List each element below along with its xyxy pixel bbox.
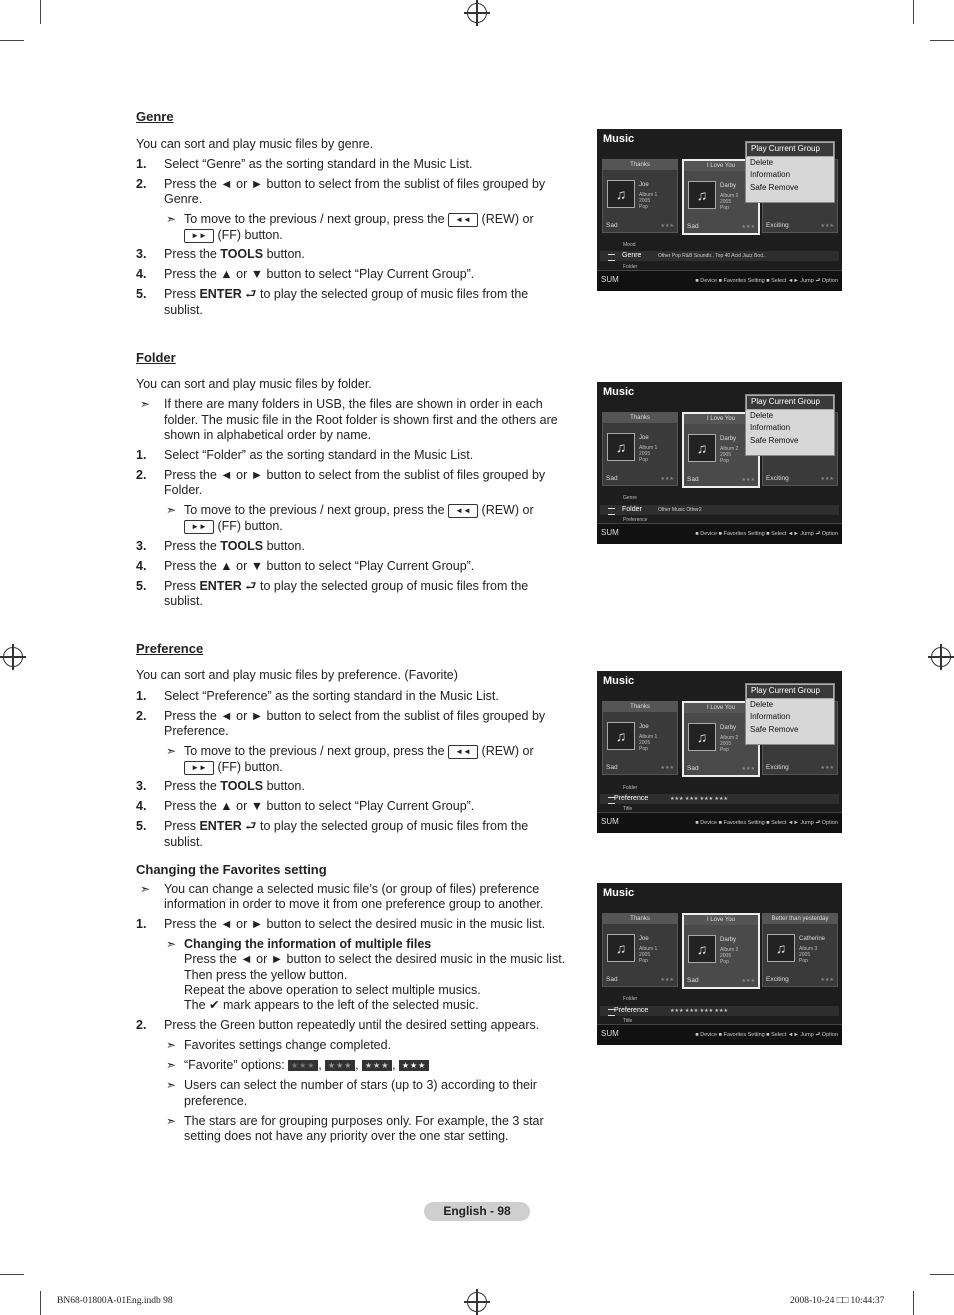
folder-intro: You can sort and play music files by folder. — [136, 377, 372, 391]
note-rew: (REW) or — [481, 212, 534, 226]
enter-icon: ⮐ — [245, 287, 257, 301]
note-ff: (FF) button. — [217, 228, 283, 242]
sort-below: Title — [623, 806, 633, 812]
genre-step5: Press ENTER ⮐ to play the selected group of music files from the — [164, 287, 529, 301]
music-card[interactable]: Thanks ♫ Joe Album 1 2005 Pop Sad ★★★ — [602, 701, 678, 775]
genre-step5-cont: sublist. — [164, 303, 203, 317]
step-number: 4. — [136, 267, 147, 281]
note-text: To move to the previous / next group, press the — [184, 212, 445, 226]
star-option-3: ★★★ — [399, 1060, 429, 1071]
genre-step1: Select “Genre” as the sorting standard in the Music List. — [164, 157, 473, 171]
menu-item-information[interactable]: Information — [750, 423, 791, 432]
favorites-n4b: setting does not have any priority over the one star setting. — [184, 1129, 509, 1143]
menu-item-safe-remove[interactable]: Safe Remove — [750, 724, 799, 734]
music-note-icon: ♫ — [688, 181, 716, 209]
genre-note-ff — [184, 228, 283, 244]
star-option-0: ★★★ — [288, 1060, 318, 1071]
folder-tip3: shown in alphabetical order by name. — [164, 428, 372, 442]
screen-title: Music — [603, 675, 635, 687]
tv-screen-folder — [597, 382, 842, 544]
arrow-icon: ➣ — [166, 1058, 177, 1072]
favorites-multi-title: Changing the information of multiple files — [184, 937, 432, 951]
step-number: 4. — [136, 559, 147, 573]
folder-tip2: folder. The music file in the Root folder is shown first and the others are — [164, 413, 558, 427]
sort-below: Preference — [623, 517, 648, 523]
preference-step3: Press the TOOLS button. — [164, 779, 305, 793]
step-number: 5. — [136, 819, 147, 833]
sort-bar[interactable] — [600, 505, 839, 515]
step-number: 2. — [136, 709, 147, 723]
folder-note: To move to the previous / next group, press the ◄◄ (REW) or — [184, 503, 534, 517]
sort-above: Mood — [623, 242, 636, 248]
arrow-icon: ➣ — [166, 1038, 177, 1052]
step-number: 2. — [136, 177, 147, 191]
star-option-2: ★★★ — [362, 1060, 392, 1071]
folder-step4: Press the ▲ or ▼ button to select “Play Current Group”. — [164, 559, 475, 573]
menu-item-play-current-group[interactable]: Play Current Group — [746, 395, 834, 410]
crop-mark — [913, 1291, 914, 1315]
sort-sublist: ★★★ ★★★ ★★★ ★★★ — [670, 796, 728, 802]
music-note-icon: ♫ — [607, 934, 635, 962]
sort-label: Genre — [622, 252, 642, 259]
menu-item-information[interactable]: Information — [750, 712, 791, 721]
genre-note — [184, 212, 534, 228]
music-card[interactable]: Exciting ★★★ — [762, 159, 838, 233]
section-title-preference: Preference — [136, 641, 204, 656]
sort-below: Folder — [623, 264, 638, 270]
step-number: 4. — [136, 799, 147, 813]
menu-item-delete[interactable]: Delete — [750, 410, 774, 420]
step-number: 3. — [136, 779, 147, 793]
preference-step5-cont: sublist. — [164, 835, 203, 849]
screen-title: Music — [603, 386, 635, 398]
arrow-icon: ➣ — [166, 212, 177, 226]
menu-item-safe-remove[interactable]: Safe Remove — [750, 435, 799, 445]
step-number: 5. — [136, 287, 147, 301]
help-text: ■ Device ■ Favorites Setting ■ Select ◄► Jump ⮐ Option — [695, 1032, 838, 1038]
section-title-favorites: Changing the Favorites setting — [136, 862, 327, 877]
sort-above: Genre — [623, 495, 637, 501]
tv-screen-preference — [597, 671, 842, 833]
music-card[interactable]: Exciting ★★★ — [762, 701, 838, 775]
genre-step2-cont: Genre. — [164, 192, 203, 206]
preference-step5: Press ENTER ⮐ to play the selected group of music files from the — [164, 819, 529, 833]
crop-mark — [930, 1274, 954, 1275]
step-number: 2. — [136, 1018, 147, 1032]
music-card-selected[interactable]: I Love You ♫ Darby Album 2 2005 Pop Sad ★★★ — [682, 412, 760, 488]
sort-label: Folder — [622, 506, 642, 513]
favorites-multi3: Repeat the above operation to select multiple musics. — [184, 983, 481, 997]
screen-footer — [597, 523, 842, 544]
music-note-icon: ♫ — [607, 722, 635, 750]
music-card[interactable]: Thanks ♫ Joe Album 1 2005 Pop Sad ★★★ — [602, 412, 678, 486]
music-note-icon: ♫ — [688, 723, 716, 751]
favorites-n3a: Users can select the number of stars (up to 3) according to their — [184, 1078, 537, 1092]
step-number: 1. — [136, 917, 147, 931]
arrow-icon: ➣ — [166, 744, 177, 758]
step-number: 5. — [136, 579, 147, 593]
music-note-icon: ♫ — [688, 434, 716, 462]
preference-note: To move to the previous / next group, press the ◄◄ (REW) or — [184, 744, 534, 758]
help-text: ■ Device ■ Favorites Setting ■ Select ◄► Jump ⮐ Option — [695, 278, 838, 284]
list-icon — [608, 508, 615, 515]
sort-bar[interactable] — [600, 794, 839, 804]
registration-mark-icon — [931, 647, 951, 667]
arrow-icon: ➣ — [166, 1078, 177, 1092]
music-note-icon: ♫ — [607, 433, 635, 461]
star-option-1: ★★★ — [325, 1060, 355, 1071]
menu-item-delete[interactable]: Delete — [750, 699, 774, 709]
crop-mark — [0, 1274, 24, 1275]
print-timestamp: 2008-10-24 □□ 10:44:37 — [790, 1296, 885, 1306]
crop-mark — [913, 0, 914, 24]
music-card[interactable]: Thanks ♫ Joe Album 1 2005 Pop Sad ★★★ — [602, 913, 678, 987]
crop-mark — [40, 1291, 41, 1315]
ff-icon: ►► — [184, 761, 214, 775]
genre-step2: Press the ◄ or ► button to select from the sublist of files grouped by — [164, 177, 546, 191]
step-number: 2. — [136, 468, 147, 482]
screen-title: Music — [603, 133, 635, 145]
crop-mark — [40, 0, 41, 24]
menu-item-information[interactable]: Information — [750, 170, 791, 179]
screen-footer — [597, 812, 842, 833]
rew-icon: ◄◄ — [448, 213, 478, 227]
ff-icon: ►► — [184, 520, 214, 534]
help-text: ■ Device ■ Favorites Setting ■ Select ◄► Jump ⮐ Option — [695, 531, 838, 537]
folder-note-ff: ►► (FF) button. — [184, 519, 283, 535]
enter-icon: ⮐ — [245, 579, 257, 593]
folder-step2: Press the ◄ or ► button to select from the sublist of files grouped by — [164, 468, 546, 482]
favorites-multi4: The ✔ mark appears to the left of the selected music. — [184, 998, 479, 1012]
sort-sublist: Other Music Other2 — [658, 507, 702, 513]
ff-icon: ►► — [184, 229, 214, 243]
genre-step3: Press the TOOLS button. — [164, 247, 305, 261]
screen-footer — [597, 270, 842, 291]
music-card-selected[interactable]: I Love You ♫ Darby Album 2 2005 Pop Sad ★★★ — [682, 701, 760, 777]
genre-intro: You can sort and play music files by genre. — [136, 137, 374, 151]
step-number: 1. — [136, 157, 147, 171]
folder-step3: Press the TOOLS button. — [164, 539, 305, 553]
sum-label: SUM — [601, 528, 619, 537]
step-number: 3. — [136, 539, 147, 553]
registration-mark-icon — [467, 1292, 487, 1312]
preference-note-ff: ►► (FF) button. — [184, 760, 283, 776]
favorites-multi1: Press the ◄ or ► button to select the desired music in the music list. — [184, 952, 566, 966]
rew-icon: ◄◄ — [448, 745, 478, 759]
music-card[interactable]: Exciting ★★★ — [762, 412, 838, 486]
menu-item-safe-remove[interactable]: Safe Remove — [750, 182, 799, 192]
tv-screen-favorites — [597, 883, 842, 1045]
check-icon: ✔ — [209, 998, 220, 1012]
step-number: 1. — [136, 689, 147, 703]
crop-mark — [930, 40, 954, 41]
help-text: ■ Device ■ Favorites Setting ■ Select ◄► Jump ⮐ Option — [695, 820, 838, 826]
preference-step2: Press the ◄ or ► button to select from the sublist of files grouped by — [164, 709, 546, 723]
music-note-icon: ♫ — [607, 180, 635, 208]
sum-label: SUM — [601, 817, 619, 826]
registration-mark-icon — [3, 647, 23, 667]
favorites-n2: “Favorite” options: ★★★ , ★★★ , ★★★ , ★★★ — [184, 1058, 429, 1074]
music-card-selected[interactable]: I Love You ♫ Darby Album 2 2005 Pop Sad ★★★ — [682, 159, 760, 235]
folder-step5: Press ENTER ⮐ to play the selected group of music files from the — [164, 579, 529, 593]
sort-sublist: Other Pop R&B Soundtr.. Top 40 Acid Jazz Bod.. — [658, 253, 766, 259]
print-file-info: BN68-01800A-01Eng.indb 98 — [57, 1296, 173, 1306]
preference-step4: Press the ▲ or ▼ button to select “Play Current Group”. — [164, 799, 475, 813]
menu-item-play-current-group[interactable]: Play Current Group — [746, 684, 834, 699]
rew-icon: ◄◄ — [448, 504, 478, 518]
screen-title: Music — [603, 887, 635, 899]
sum-label: SUM — [601, 275, 619, 284]
sort-bar[interactable] — [600, 1006, 839, 1016]
tools-menu[interactable] — [745, 683, 835, 745]
screen-footer — [597, 1024, 842, 1045]
folder-step2-cont: Folder. — [164, 483, 203, 497]
arrow-icon: ➣ — [166, 1114, 177, 1128]
menu-item-play-current-group[interactable]: Play Current Group — [746, 142, 834, 157]
arrow-icon: ➣ — [166, 937, 177, 951]
favorites-step2: Press the Green button repeatedly until the desired setting appears. — [164, 1018, 540, 1032]
step-number: 1. — [136, 448, 147, 462]
menu-item-delete[interactable]: Delete — [750, 157, 774, 167]
sort-label: Preference — [614, 795, 649, 802]
preference-step1: Select “Preference” as the sorting standard in the Music List. — [164, 689, 499, 703]
sort-above: Folder — [623, 996, 638, 1002]
favorites-step1: Press the ◄ or ► button to select the desired music in the music list. — [164, 917, 546, 931]
page-number-badge: English - 98 — [424, 1202, 530, 1221]
sort-bar[interactable] — [600, 251, 839, 261]
tools-menu[interactable] — [745, 141, 835, 203]
preference-step2-cont: Preference. — [164, 724, 229, 738]
arrow-icon: ➣ — [140, 397, 151, 411]
arrow-icon: ➣ — [166, 503, 177, 517]
genre-step4: Press the ▲ or ▼ button to select “Play Current Group”. — [164, 267, 475, 281]
section-title-genre: Genre — [136, 109, 174, 124]
folder-tip1: If there are many folders in USB, the files are shown in order in each — [164, 397, 543, 411]
registration-mark-icon — [467, 3, 487, 23]
sort-sublist: ★★★ ★★★ ★★★ ★★★ — [670, 1008, 728, 1014]
enter-icon: ⮐ — [245, 819, 257, 833]
favorites-tip2: information in order to move it from one preference group to another. — [164, 897, 544, 911]
crop-mark — [0, 40, 24, 41]
favorites-n4a: The stars are for grouping purposes only. For example, the 3 star — [184, 1114, 544, 1128]
folder-step1: Select “Folder” as the sorting standard in the Music List. — [164, 448, 474, 462]
sum-label: SUM — [601, 1029, 619, 1038]
preference-intro: You can sort and play music files by preference. (Favorite) — [136, 668, 458, 682]
section-title-folder: Folder — [136, 350, 176, 365]
sort-above: Folder — [623, 785, 638, 791]
favorites-tip1: You can change a selected music file’s (or group of files) preference — [164, 882, 540, 896]
folder-step5-cont: sublist. — [164, 594, 203, 608]
music-note-icon: ♫ — [767, 934, 795, 962]
favorites-n3b: preference. — [184, 1094, 248, 1108]
arrow-icon: ➣ — [140, 882, 151, 896]
tv-screen-genre — [597, 129, 842, 291]
sort-below: Title — [623, 1018, 633, 1024]
music-card-selected[interactable]: I Love You ♫ Darby Album 2 2005 Pop Sad ★★★ — [682, 913, 760, 989]
step-number: 3. — [136, 247, 147, 261]
music-card[interactable]: Better than yesterday ♫ Catherine Album 3 2005 Pop Exciting ★★★ — [762, 913, 838, 987]
favorites-n1: Favorites settings change completed. — [184, 1038, 392, 1052]
list-icon — [608, 254, 615, 261]
sort-label: Preference — [614, 1007, 649, 1014]
music-card[interactable]: Thanks ♫ Joe Album 1 2005 Pop Sad ★★★ — [602, 159, 678, 233]
music-note-icon: ♫ — [688, 935, 716, 963]
tools-menu[interactable] — [745, 394, 835, 456]
favorites-multi2: Then press the yellow button. — [184, 968, 348, 982]
